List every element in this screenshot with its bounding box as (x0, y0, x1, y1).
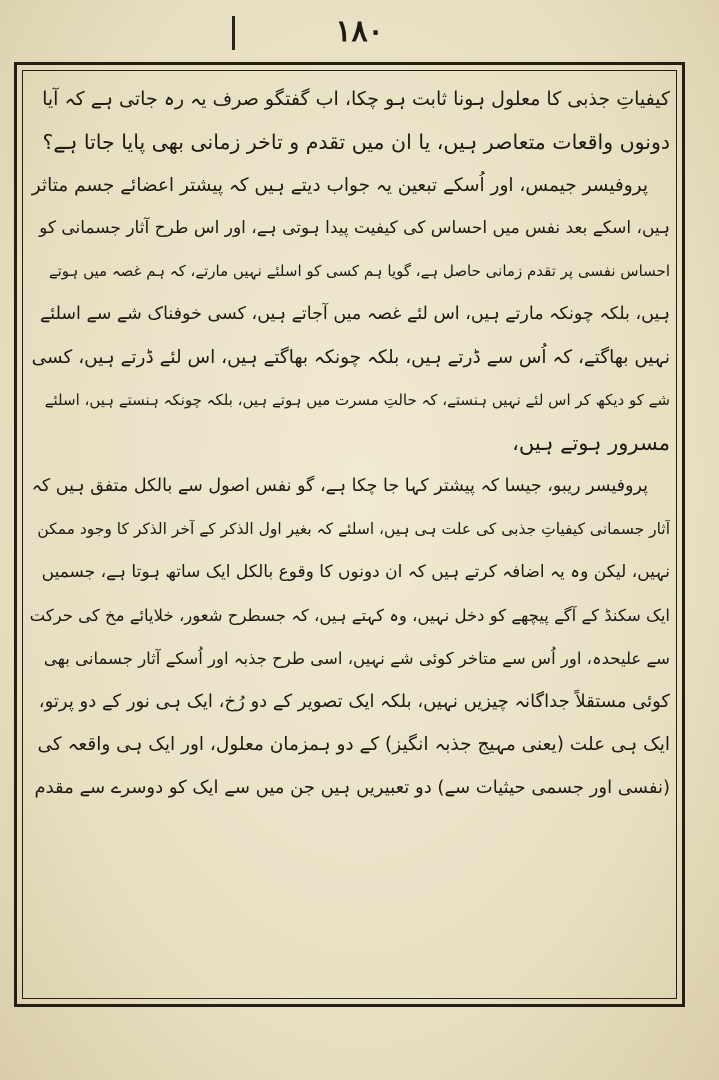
text-line: شے کو دیکھ کر اس لئے نہیں ہنستے، کہ حالتِ مسرت میں ہوتے ہیں، بلکہ چونکہ ہنستے ہیں، اسلئے (44, 391, 670, 409)
text-line: سے علیحدہ، اور اُس سے متاخر کوئی شے نہیں، اسی طرح جذبہ اور اُسکے آثار جسمانی بھی (43, 649, 670, 668)
text-line: ہیں، بلکہ چونکہ مارتے ہیں، اس لئے غصہ میں آجاتے ہیں، کسی خوفناک شے سے اسلئے (40, 304, 670, 324)
text-line: ایک ہی علت (یعنی مہیج جذبہ انگیز) کے دو ہمزمان معلول، اور ایک ہی واقعہ کی (37, 734, 670, 755)
text-line: آثار جسمانی کیفیاتِ جذبی کی علت ہی ہیں، اسلئے کہ بغیر اول الذکر کے آخر الذکر کا وجود ممکن (37, 520, 670, 538)
text-line: پروفیسر جیمس، اور اُسکے تبعین یہ جواب دیتے ہیں کہ پیشتر اعضائے جسم متاثر (31, 175, 648, 196)
text-line: پروفیسر ریبو، جیسا کہ پیشتر کہا جا چکا ہے، گو نفس اصول سے بالکل متفق ہیں کہ (31, 476, 648, 496)
text-line: (نفسی اور جسمی حیثیات سے) دو تعبیریں ہیں جن میں سے ایک کو دوسرے سے مقدم (34, 777, 670, 798)
text-line: مسرور ہوتے ہیں، (512, 431, 670, 455)
text-line: نہیں بھاگتے، کہ اُس سے ڈرتے ہیں، بلکہ چونکہ بھاگتے ہیں، اس لئے ڈرتے ہیں، کسی (31, 347, 670, 368)
text-line: نہیں، لیکن وہ یہ اضافہ کرتے ہیں کہ ان دونوں کا وقوع بالکل ایک ساتھ ہوتا ہے، جسمیں (41, 562, 670, 582)
text-line: کیفیاتِ جذبی کا معلول ہونا ثابت ہو چکا، اب گفتگو صرف یہ رہ جاتی ہے کہ آیا (42, 88, 670, 110)
text-line: ایک سکنڈ کے آگے پیچھے کو دخل نہیں، وہ کہتے ہیں، کہ جسطرح شعور، خلایائے مخ کی حرکت (30, 606, 670, 625)
text-line: احساس نفسی پر تقدم زمانی حاصل ہے، گویا ہم کسی کو اسلئے نہیں مارتے، کہ ہم غصہ میں ہوتے (48, 262, 670, 280)
body-text (30, 78, 670, 993)
text-line: ہیں، اسکے بعد نفس میں احساس کی کیفیت پیدا ہوتی ہے، اور اس طرح آثار جسمانی کو (39, 218, 670, 238)
page-number: ۱۸۰ (335, 14, 384, 49)
text-line: دونوں واقعات متعاصر ہیں، یا ان میں تقدم و تاخر زمانی بھی پایا جاتا ہے؟ (42, 130, 670, 154)
text-line: کوئی مستقلاً جداگانہ چیزیں نہیں، بلکہ ایک تصویر کے دو رُخ، ایک ہی نور کے دو پرتو، (38, 691, 670, 712)
